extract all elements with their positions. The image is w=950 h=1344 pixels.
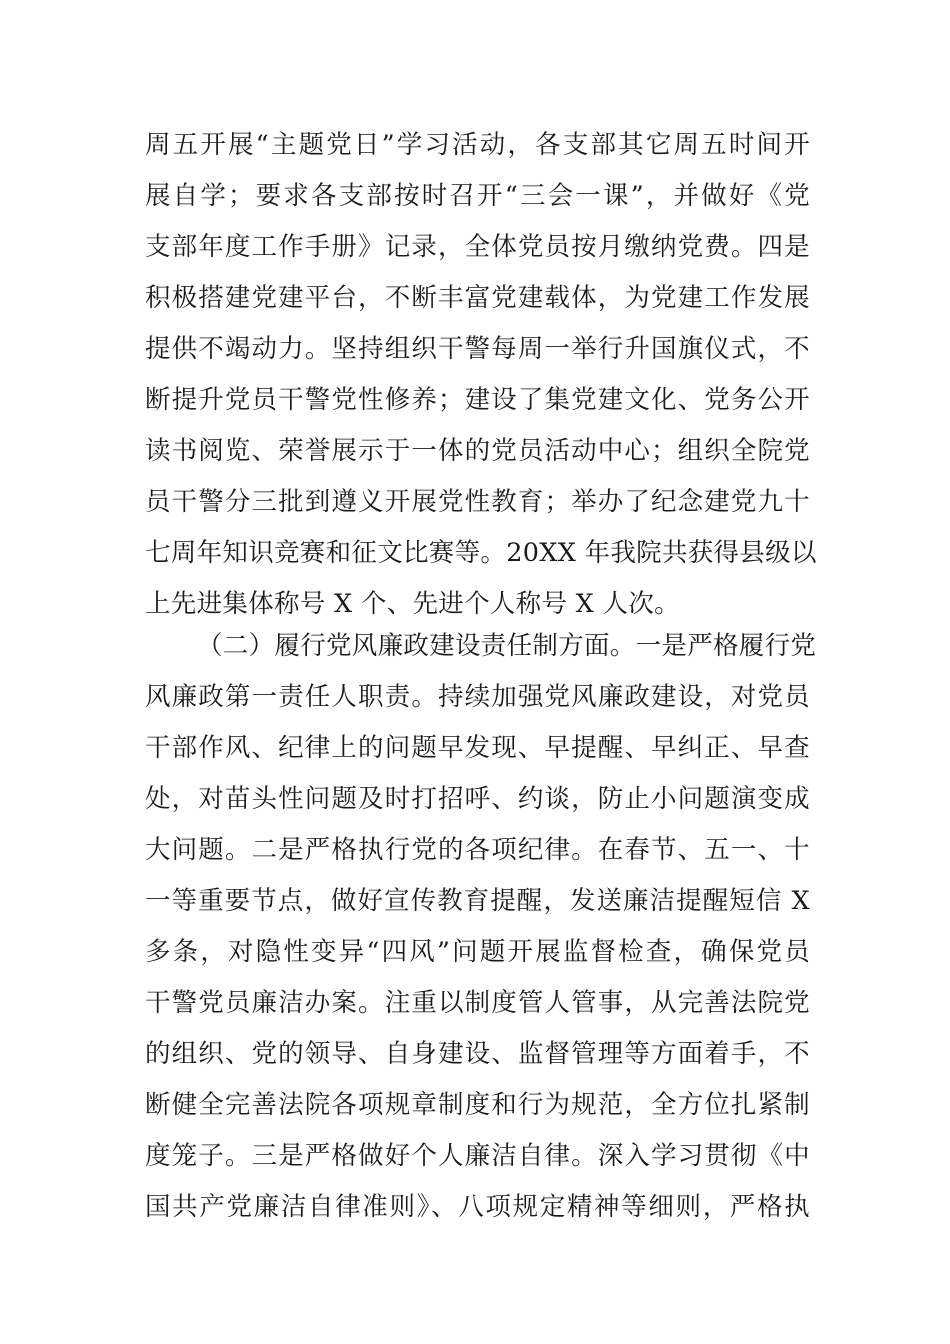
paragraph-line: 一等重要节点，做好宣传教育提醒，发送廉洁提醒短信 X [145, 886, 810, 916]
paragraph-line: 的组织、党的领导、自身建设、监督管理等方面着手，不 [145, 1039, 810, 1069]
paragraph-line: 国共产党廉洁自律准则》、八项规定精神等细则，严格执 [145, 1192, 810, 1222]
paragraph-line: 提供不竭动力。坚持组织干警每周一举行升国旗仪式，不 [145, 334, 810, 364]
paragraph-line: 断健全完善法院各项规章制度和行为规范，全方位扎紧制 [145, 1090, 810, 1120]
paragraph-line: 周五开展“主题党日”学习活动，各支部其它周五时间开 [145, 130, 810, 160]
paragraph-1 [145, 120, 817, 630]
paragraph-line: 展自学；要求各支部按时召开“三会一课”，并做好《党 [145, 181, 810, 211]
paragraph-line: 度笼子。三是严格做好个人廉洁自律。深入学习贯彻《中 [145, 1141, 810, 1171]
paragraph-line: 处，对苗头性问题及时打招呼、约谈，防止小问题演变成 [145, 784, 810, 814]
paragraph-line: 干警党员廉洁办案。注重以制度管人管事，从完善法院党 [145, 988, 810, 1018]
paragraph-line: 支部年度工作手册》记录，全体党员按月缴纳党费。四是 [145, 232, 810, 262]
paragraph-line: 干部作风、纪律上的问题早发现、早提醒、早纠正、早查 [145, 733, 810, 763]
paragraph-2 [145, 621, 817, 1233]
paragraph-line: 断提升党员干警党性修养；建设了集党建文化、党务公开 [145, 385, 810, 415]
paragraph-line: （二）履行党风廉政建设责任制方面。一是严格履行党 [197, 631, 817, 661]
paragraph-line: 风廉政第一责任人职责。持续加强党风廉政建设，对党员 [145, 682, 810, 712]
paragraph-line: 多条，对隐性变异“四风”问题开展监督检查，确保党员 [145, 937, 810, 967]
paragraph-line: 积极搭建党建平台，不断丰富党建载体，为党建工作发展 [145, 283, 810, 313]
paragraph-line: 读书阅览、荣誉展示于一体的党员活动中心；组织全院党 [145, 436, 810, 466]
paragraph-line: 上先进集体称号 X 个、先进个人称号 X 人次。 [145, 589, 680, 619]
paragraph-line: 员干警分三批到遵义开展党性教育；举办了纪念建党九十 [145, 487, 810, 517]
paragraph-line: 大问题。二是严格执行党的各项纪律。在春节、五一、十 [145, 835, 810, 865]
paragraph-line: 七周年知识竞赛和征文比赛等。20XX 年我院共获得县级以 [145, 538, 817, 568]
